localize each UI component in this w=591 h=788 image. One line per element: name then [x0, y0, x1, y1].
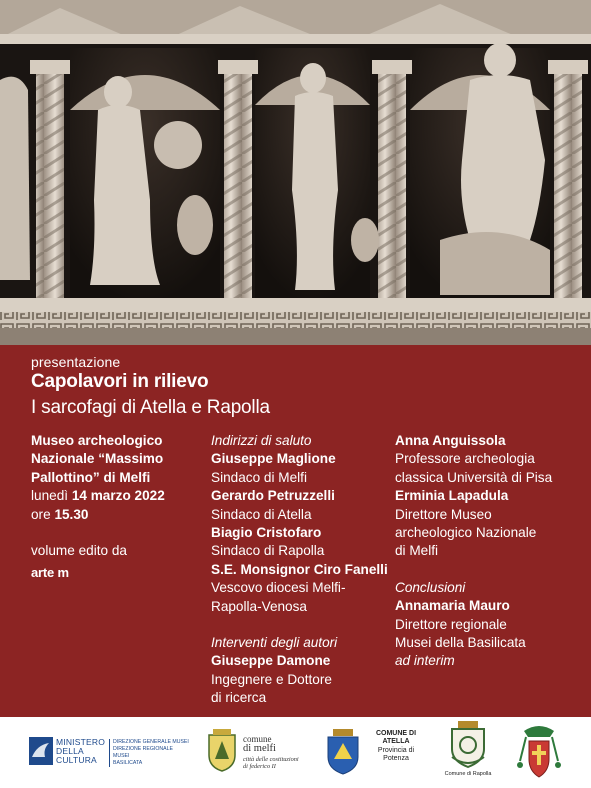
section-heading-authors: Interventi degli autori	[211, 635, 338, 651]
speaker-name: Giuseppe Maglione	[211, 451, 336, 467]
speaker-role: ad interim	[395, 653, 455, 669]
atella-crest-icon	[325, 729, 361, 775]
comune-atella-logo: COMUNE DI ATELLA Provincia di Potenza	[325, 727, 425, 781]
speaker-name: Biagio Cristofaro	[211, 525, 322, 541]
speaker-role: di ricerca	[211, 690, 267, 706]
speaker-name: S.E. Monsignor Ciro Fanelli	[211, 561, 388, 577]
speaker-role: Vescovo diocesi Melfi-	[211, 580, 346, 596]
event-info-panel	[0, 345, 591, 717]
speaker-role: Direttore regionale	[395, 616, 507, 632]
publisher-label: volume edito da	[31, 543, 127, 559]
speaker-name: Giuseppe Damone	[211, 653, 331, 669]
speaker-role: Sindaco di Rapolla	[211, 543, 325, 559]
speaker-name: Anna Anguissola	[395, 433, 506, 448]
speaker-role: Direttore Museo	[395, 506, 492, 522]
venue-line: Pallottino” di Melfi	[31, 469, 151, 485]
event-date: lunedì 14 marzo 2022	[31, 488, 165, 504]
speaker-role: Rapolla-Venosa	[211, 598, 307, 614]
speaker-role: Sindaco di Atella	[211, 506, 312, 522]
section-heading-conclusions: Conclusioni	[395, 579, 466, 595]
comune-melfi-logo: comune di melfi città delle costituzioni di federico II	[205, 725, 320, 779]
speaker-role: di Melfi	[395, 543, 439, 559]
speaker-name: Annamaria Mauro	[395, 598, 510, 614]
partner-logos-footer	[0, 717, 591, 788]
event-time: ore 15.30	[31, 506, 89, 522]
speaker-role: Sindaco di Melfi	[211, 469, 307, 485]
melfi-crest-icon	[205, 729, 239, 773]
speakers-column-right	[395, 432, 585, 671]
speaker-role: Ingegnere e Dottore	[211, 671, 332, 687]
speaker-name: Gerardo Petruzzelli	[211, 488, 335, 504]
section-heading-greetings: Indirizzi di saluto	[211, 433, 312, 448]
kicker-text: presentazione	[31, 354, 121, 370]
page-subtitle: I sarcofagi di Atella e Rapolla	[31, 397, 270, 418]
speaker-role: classica Università di Pisa	[395, 469, 553, 485]
page-title: Capolavori in rilievo	[31, 371, 209, 392]
sarcophagus-relief-image	[0, 0, 591, 345]
speaker-role: Musei della Basilicata	[395, 635, 526, 651]
speaker-name: Erminia Lapadula	[395, 488, 509, 504]
speakers-column	[211, 432, 391, 708]
speaker-role: Professore archeologia	[395, 451, 535, 467]
venue-line: Nazionale “Massimo	[31, 451, 164, 467]
venue-line: Museo archeologico	[31, 433, 163, 448]
speaker-role: archeologico Nazionale	[395, 525, 537, 541]
mic-emblem-icon	[29, 737, 53, 765]
event-details-column	[31, 432, 206, 583]
publisher-logo: arte m	[31, 565, 69, 581]
bishop-hat-crest-icon	[516, 721, 562, 783]
comune-rapolla-logo: Comune di Rapolla	[438, 721, 498, 781]
rapolla-crest-icon	[448, 721, 488, 769]
ministry-culture-logo: MINISTERO DELLA CULTURA DIREZIONE GENERALE MUSEI DIREZIONE REGIONALE MUSEI BASILICATA	[29, 737, 189, 767]
diocese-coat-of-arms-logo	[516, 721, 562, 783]
